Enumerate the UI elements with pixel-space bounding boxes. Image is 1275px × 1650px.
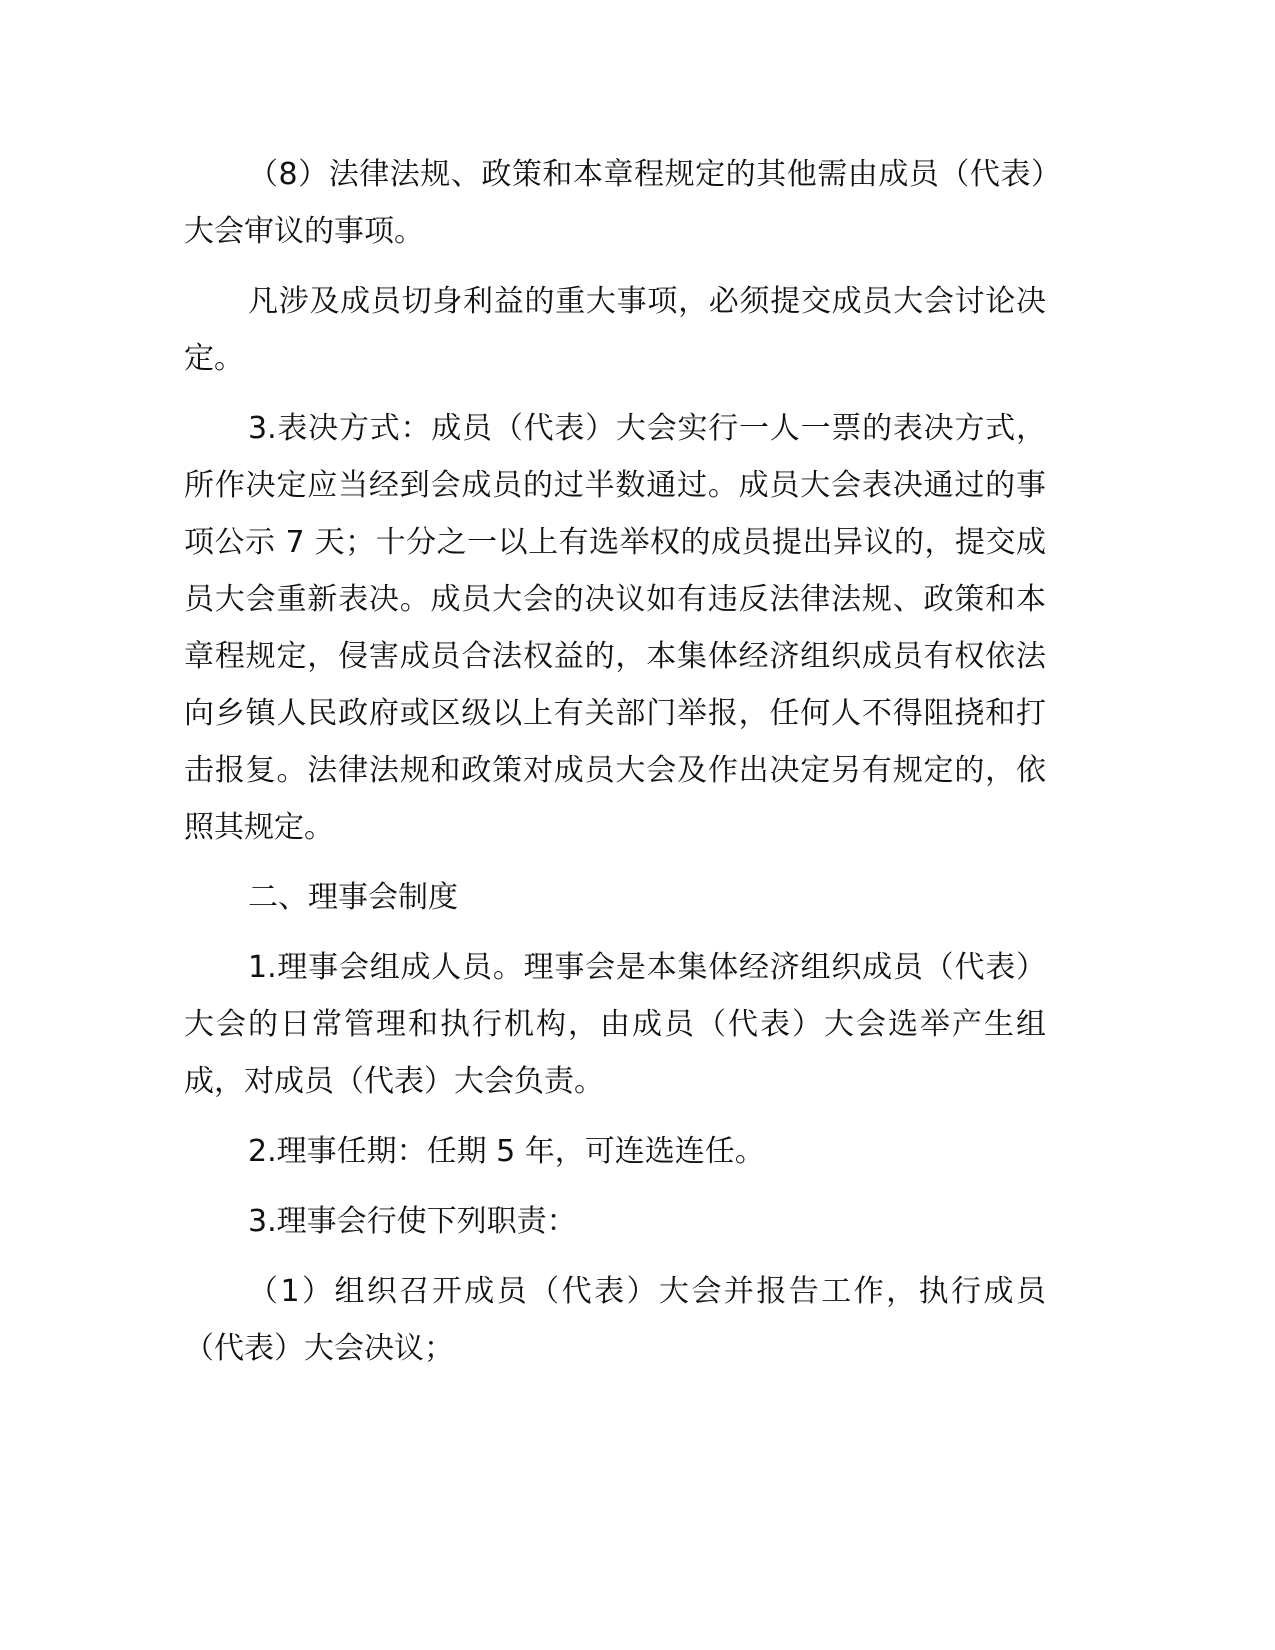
paragraph-council-duties: 3.理事会行使下列职责： [248,1204,577,1239]
paragraph-duty-1: （1）组织召开成员（代表）大会并报告工作，执行成员（代表）大会决议； [184,1274,1046,1366]
paragraph-item-8: （8）法律法规、政策和本章程规定的其他需由成员（代表）大会审议的事项。 [184,157,1046,249]
section-heading-council: 二、理事会制度 [248,880,458,915]
paragraph-council-members: 1.理事会组成人员。理事会是本集体经济组织成员（代表）大会的日常管理和执行机构，由成员（代表）大会选举产生组成，对成员（代表）大会负责。 [184,950,1046,1099]
paragraph-council-term: 2.理事任期：任期 5 年，可连选连任。 [248,1134,765,1169]
document-page [184,146,1046,1390]
paragraph-major-matters: 凡涉及成员切身利益的重大事项，必须提交成员大会讨论决定。 [184,284,1046,376]
paragraph-voting-method: 3.表决方式：成员（代表）大会实行一人一票的表决方式，所作决定应当经到会成员的过半数通过。成员大会表决通过的事项公示 7 天；十分之一以上有选举权的成员提出异议的，提交成员大会重新表决。成员大会的决议如有违反法律法规、政策和本章程规定，侵害成员合法权益的，本集体经济组织成员有权依法向乡镇人民政府或区级以上有关部门举报，任何人不得阻挠和打击报复。法律法规和政策对成员大会及作出决定另有规定的，依照其规定。 [184,411,1046,845]
